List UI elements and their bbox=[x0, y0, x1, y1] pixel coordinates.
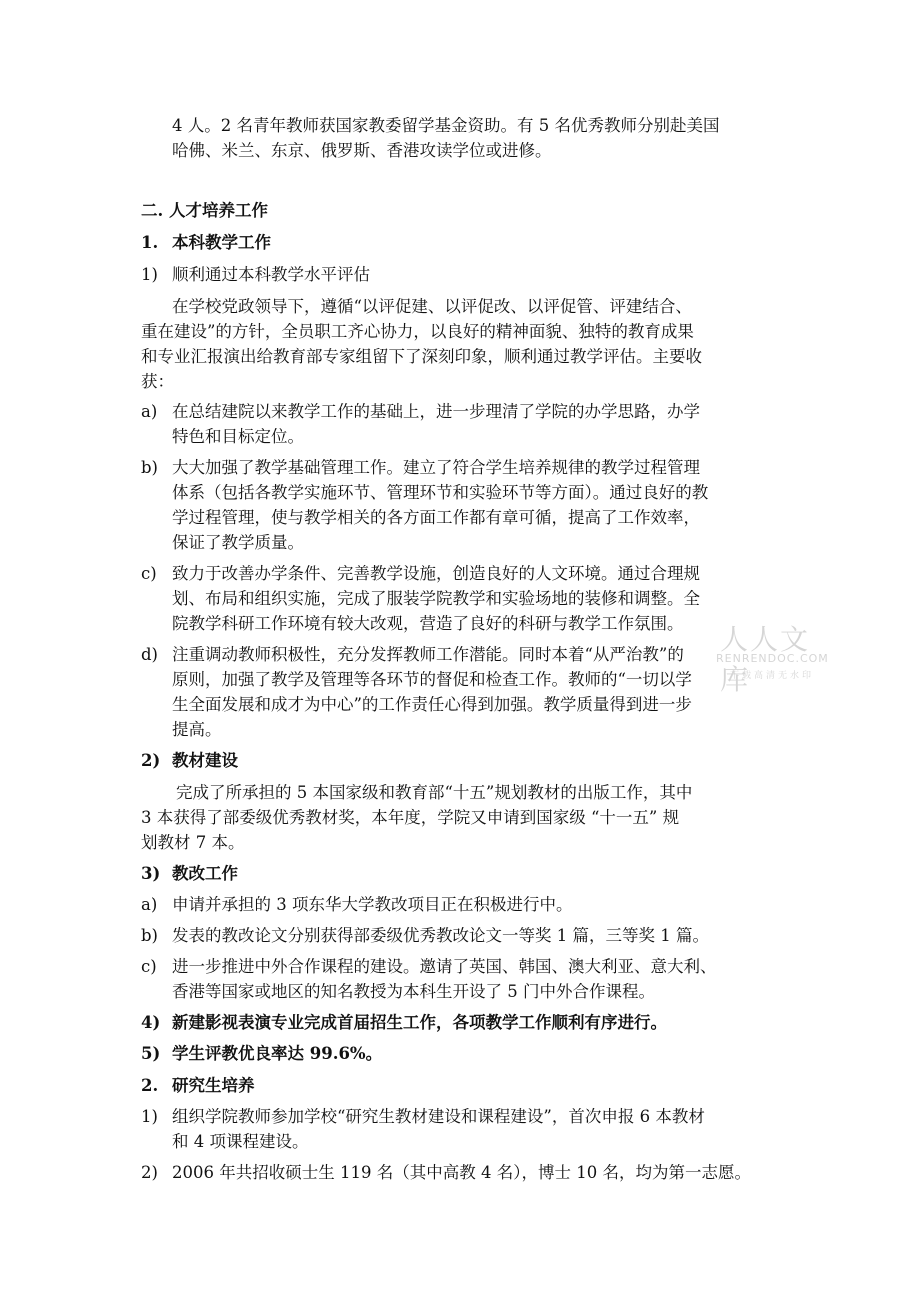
item-title: 新建影视表演专业完成首届招生工作，各项教学工作顺利有序进行。 bbox=[172, 1013, 667, 1032]
paragraph-line: 和专业汇报演出给教育部专家组留下了深刻印象，顺利通过教学评估。主要收 bbox=[141, 347, 702, 366]
paragraph-line: 重在建设”的方针，全员职工齐心协力，以良好的精神面貌、独特的教育成果 bbox=[141, 322, 694, 341]
item-title: 教改工作 bbox=[172, 864, 238, 883]
list-marker: d) bbox=[141, 645, 158, 664]
list-marker: a) bbox=[141, 402, 158, 421]
list-item-line: 原则，加强了教学及管理等各环节的督促和检查工作。教师的“一切以学 bbox=[172, 670, 692, 689]
item-title: 学生评教优良率达 99.6%。 bbox=[172, 1044, 383, 1063]
list-item-line: 提高。 bbox=[172, 720, 222, 739]
list-item-line: 划、布局和组织实施，完成了服装学院教学和实验场地的装修和调整。全 bbox=[172, 589, 700, 608]
paragraph-line: 划教材 7 本。 bbox=[141, 833, 245, 852]
list-item-line: 注重调动教师积极性，充分发挥教师工作潜能。同时本着“从严治教”的 bbox=[172, 645, 684, 664]
list-marker: b) bbox=[141, 458, 158, 477]
intro-line-1: 4 人。2 名青年教师获国家教委留学基金资助。有 5 名优秀教师分别赴美国 bbox=[172, 116, 720, 135]
list-item-line: 保证了教学质量。 bbox=[172, 533, 304, 552]
item-title: 教材建设 bbox=[172, 751, 238, 770]
item-number: 5) bbox=[141, 1044, 161, 1063]
list-item-line: 致力于改善办学条件、完善教学设施，创造良好的人文环境。通过合理规 bbox=[172, 564, 700, 583]
list-marker: b) bbox=[141, 926, 158, 945]
list-marker: a) bbox=[141, 895, 158, 914]
watermark-logo bbox=[708, 618, 829, 698]
list-item-line: 发表的教改论文分别获得部委级优秀教改论文一等奖 1 篇，三等奖 1 篇。 bbox=[172, 926, 709, 945]
list-item-line: 进一步推进中外合作课程的建设。邀请了英国、韩国、澳大利亚、意大利、 bbox=[172, 957, 717, 976]
list-item-line: 和 4 项课程建设。 bbox=[172, 1132, 309, 1151]
paragraph-line: 获： bbox=[141, 372, 174, 391]
list-item-line: 在总结建院以来教学工作的基础上，进一步理清了学院的办学思路，办学 bbox=[172, 402, 700, 421]
item-number: 3) bbox=[141, 864, 161, 883]
list-item-line: 大大加强了教学基础管理工作。建立了符合学生培养规律的教学过程管理 bbox=[172, 458, 700, 477]
subsection-title: 本科教学工作 bbox=[172, 233, 271, 252]
item-number: 1) bbox=[141, 265, 158, 284]
list-item-line: 香港等国家或地区的知名教授为本科生开设了 5 门中外合作课程。 bbox=[172, 982, 655, 1001]
subsection-number: 1. bbox=[141, 233, 159, 252]
section-heading: 二. 人才培养工作 bbox=[141, 201, 268, 220]
list-item-line: 学过程管理，使与教学相关的各方面工作都有章可循，提高了工作效率， bbox=[172, 508, 700, 527]
list-item-line: 体系（包括各教学实施环节、管理环节和实验环节等方面）。通过良好的教 bbox=[172, 483, 709, 502]
list-marker: 1) bbox=[141, 1107, 158, 1126]
list-item-line: 2006 年共招收硕士生 119 名（其中高教 4 名），博士 10 名，均为第一志愿。 bbox=[172, 1163, 751, 1182]
list-marker: 2) bbox=[141, 1163, 158, 1182]
item-title: 顺利通过本科教学水平评估 bbox=[172, 265, 370, 284]
list-item-line: 特色和目标定位。 bbox=[172, 427, 304, 446]
watermark-text: 人人文库 bbox=[720, 623, 811, 696]
list-marker: c) bbox=[141, 957, 157, 976]
list-item-line: 院教学科研工作环境有较大改观，营造了良好的科研与教学工作氛围。 bbox=[172, 614, 684, 633]
item-number: 2) bbox=[141, 751, 161, 770]
list-marker: c) bbox=[141, 564, 157, 583]
list-item-line: 组织学院教师参加学校“研究生教材建设和课程建设”，首次申报 6 本教材 bbox=[172, 1107, 705, 1126]
list-item-line: 申请并承担的 3 项东华大学教改项目正在积极进行中。 bbox=[172, 895, 573, 914]
list-item-line: 生全面发展和成才为中心”的工作责任心得到加强。教学质量得到进一步 bbox=[172, 695, 692, 714]
paragraph-line: 在学校党政领导下，遵循“以评促建、以评促改、以评促管、评建结合、 bbox=[172, 297, 692, 316]
subsection-number: 2. bbox=[141, 1076, 159, 1095]
paragraph-line: 3 本获得了部委级优秀教材奖，本年度，学院又申请到国家级 “十一五” 规 bbox=[141, 808, 680, 827]
watermark-subtext: 下载高清无水印 bbox=[730, 671, 815, 681]
watermark-url: RENRENDOC.COM bbox=[716, 652, 829, 665]
paragraph-line: 完成了所承担的 5 本国家级和教育部“十五”规划教材的出版工作，其中 bbox=[176, 783, 693, 802]
intro-line-2: 哈佛、米兰、东京、俄罗斯、香港攻读学位或进修。 bbox=[172, 141, 552, 160]
item-number: 4) bbox=[141, 1013, 161, 1032]
subsection-title: 研究生培养 bbox=[172, 1076, 255, 1095]
